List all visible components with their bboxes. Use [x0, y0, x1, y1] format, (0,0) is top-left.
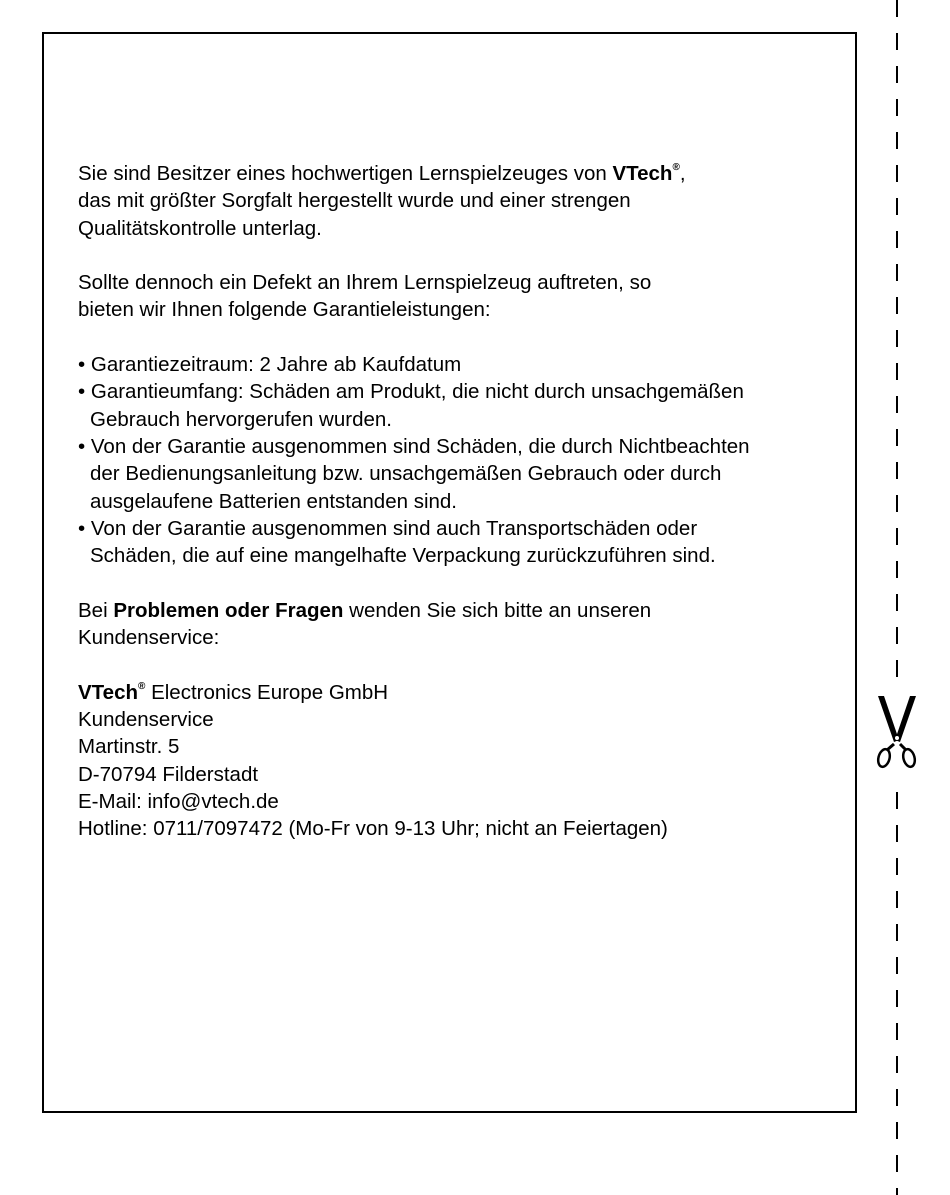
street: Martinstr. 5	[78, 735, 180, 759]
address-block	[78, 679, 838, 843]
guarantee-item-scope: • Garantieumfang: Schäden am Produkt, die nicht durch unsachgemäßen	[78, 380, 744, 404]
brand-name: VTech	[612, 162, 673, 185]
guarantee-item-exclusion-cont-1: der Bedienungsanleitung bzw. unsachgemäßen Gebrauch oder durch	[90, 462, 722, 486]
hotline: Hotline: 0711/7097472 (Mo-Fr von 9-13 Uhr; nicht an Feiertagen)	[78, 817, 668, 841]
scissors-icon	[874, 694, 920, 770]
guarantee-list	[78, 351, 838, 569]
company-name: VTech® Electronics Europe GmbH	[78, 680, 389, 704]
email: E-Mail: info@vtech.de	[78, 789, 279, 813]
contact-prompt-line-2: Kundenservice:	[78, 626, 220, 650]
guarantee-item-scope-cont: Gebrauch hervorgerufen wurden.	[90, 407, 392, 431]
brand-name: VTech	[78, 680, 138, 704]
city: D-70794 Filderstadt	[78, 762, 259, 786]
guarantee-item-transport-cont: Schäden, die auf eine mangelhafte Verpackung zurückzuführen sind.	[90, 544, 716, 568]
intro-line-2: das mit größter Sorgfalt hergestellt wurde und einer strengen	[78, 189, 631, 213]
registered-mark: ®	[138, 680, 146, 692]
cut-line	[896, 0, 898, 1195]
registered-mark: ®	[672, 162, 680, 174]
department: Kundenservice	[78, 707, 214, 731]
contact-prompt	[78, 597, 838, 652]
guarantee-text	[78, 160, 838, 842]
intro-line-1: Sie sind Besitzer eines hochwertigen Lernspielzeuges von VTech®,	[78, 162, 686, 185]
guarantee-item-period: • Garantiezeitraum: 2 Jahre ab Kaufdatum	[78, 353, 462, 377]
defect-line-2: bieten wir Ihnen folgende Garantieleistungen:	[78, 298, 491, 322]
defect-line-1: Sollte dennoch ein Defekt an Ihrem Lernspielzeug auftreten, so	[78, 271, 652, 295]
contact-prompt-emphasis: Problemen oder Fragen	[113, 598, 344, 622]
intro-paragraph	[78, 160, 838, 242]
guarantee-item-exclusion-cont-2: ausgelaufene Batterien entstanden sind.	[90, 489, 457, 513]
contact-prompt-line-1: Bei Problemen oder Fragen wenden Sie sich bitte an unseren	[78, 598, 652, 622]
guarantee-item-transport: • Von der Garantie ausgenommen sind auch Transportschäden oder	[78, 516, 698, 540]
intro-line-3: Qualitätskontrolle unterlag.	[78, 216, 322, 240]
defect-paragraph	[78, 269, 838, 324]
guarantee-item-exclusion: • Von der Garantie ausgenommen sind Schäden, die durch Nichtbeachten	[78, 434, 750, 458]
